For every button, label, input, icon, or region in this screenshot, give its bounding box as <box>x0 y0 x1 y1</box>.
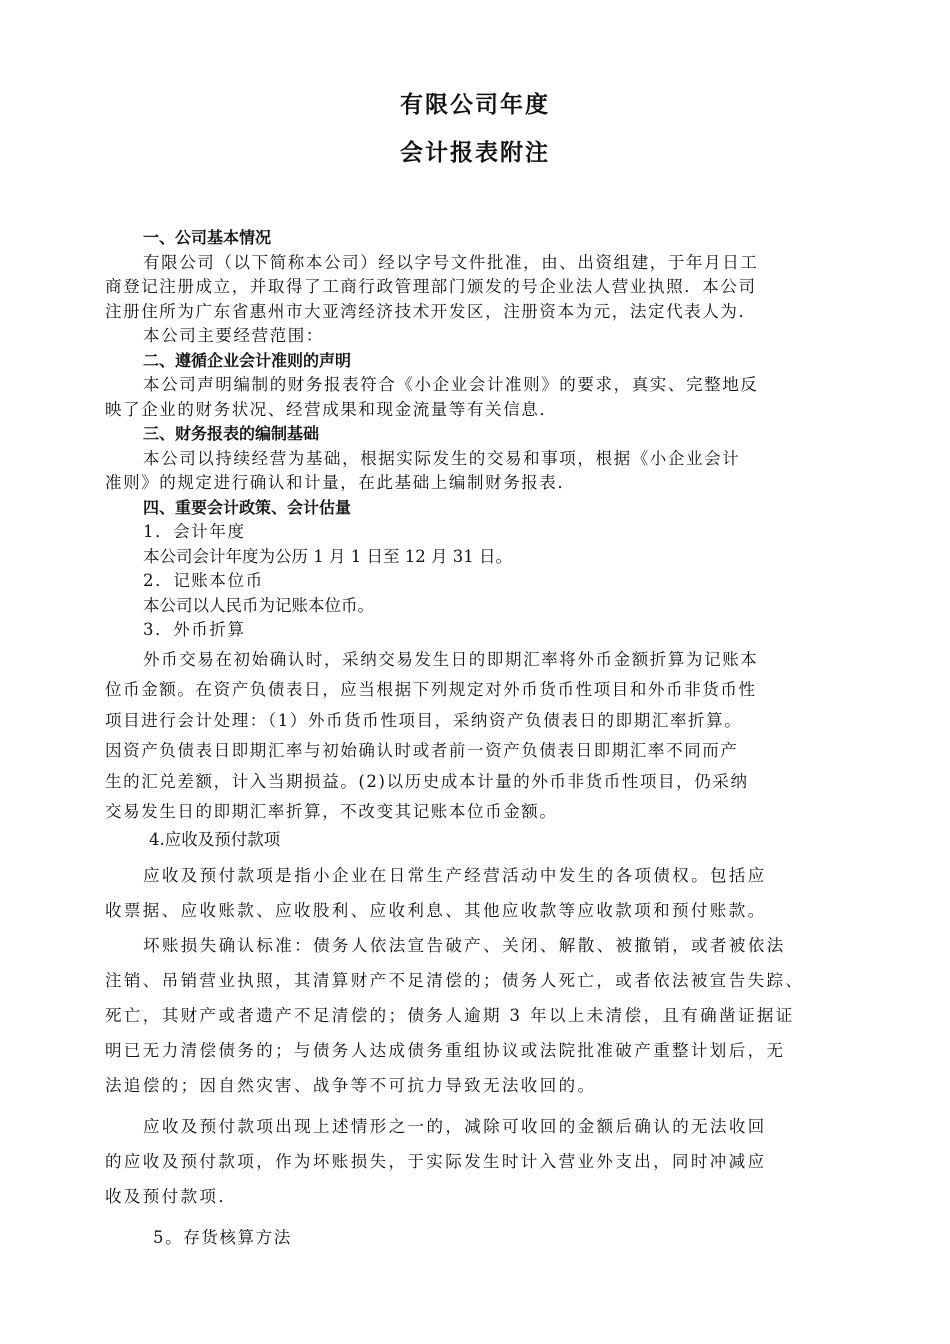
paragraph-line: 因资产负债表日即期汇率与初始确认时或者前一资产负债表日即期汇率不同而产 <box>105 741 739 760</box>
document-title-line2: 会计报表附注 <box>400 140 550 166</box>
section-heading: 二、遵循企业会计准则的声明 <box>143 350 352 370</box>
paragraph-line: 收票据、应收账款、应收股利、应收利息、其他应收款等应收款项和预付账款。 <box>105 901 767 920</box>
item-title: 4.应收及预付款项 <box>149 829 281 849</box>
paragraph-line: 有限公司（以下简称本公司）经以字号文件批准，由、出资组建，于年月日工 <box>143 252 759 272</box>
paragraph-line: 坏账损失确认标准：债务人依法宣告破产、关闭、解散、被撤销，或者被依法 <box>143 936 786 955</box>
section-heading: 三、财务报表的编制基础 <box>143 424 320 443</box>
paragraph-line: 本公司以持续经营为基础，根据实际发生的交易和事项，根据《小企业会计 <box>143 448 741 468</box>
section-heading: 四、重要会计政策、会计估量 <box>143 497 352 517</box>
item-title: 1．会计年度 <box>143 522 246 541</box>
paragraph-line: 项目进行会计处理：（1）外币货币性项目，采纳资产负债表日的即期汇率折算。 <box>105 710 743 730</box>
paragraph-line: 外币交易在初始确认时，采纳交易发生日的即期汇率将外币金额折算为记账本 <box>143 649 759 669</box>
paragraph-line: 收及预付款项． <box>105 1187 238 1206</box>
item-title: 2．记账本位币 <box>143 571 264 590</box>
paragraph-line: 的应收及预付款项，作为坏账损失，于实际发生时计入营业外支出，同时冲减应 <box>105 1152 767 1171</box>
document-title-line1: 有限公司年度 <box>400 92 550 118</box>
paragraph-line: 应收及预付款项出现上述情形之一的，减除可收回的金额后确认的无法收回 <box>143 1117 767 1136</box>
document-body <box>105 226 845 1251</box>
section-heading: 一、公司基本情况 <box>143 228 272 247</box>
paragraph-line: 交易发生日的即期汇率折算，不改变其记账本位币金额。 <box>105 802 558 821</box>
paragraph-line: 本公司以人民币为记账本位币。 <box>143 595 374 615</box>
paragraph-line: 本公司声明编制的财务报表符合《小企业会计准则》的要求，真实、完整地反 <box>143 375 759 394</box>
paragraph-line: 注册住所为广东省惠州市大亚湾经济技术开发区，注册资本为元，法定代表人为． <box>105 301 757 321</box>
paragraph-line: 商登记注册成立，并取得了工商行政管理部门颁发的号企业法人营业执照．本公司 <box>105 277 757 296</box>
paragraph-line: 注销、吊销营业执照，其清算财产不足清偿的；债务人死亡，或者依法被宣告失踪、 <box>105 971 805 990</box>
item-title: 5。存货核算方法 <box>153 1228 292 1247</box>
paragraph-line: 法追偿的；因自然灾害、战争等不可抗力导致无法收回的。 <box>105 1076 597 1095</box>
paragraph-line: 应收及预付款项是指小企业在日常生产经营活动中发生的各项债权。包括应 <box>143 866 767 885</box>
paragraph-line: 本公司会计年度为公历 1 月 1 日至 12 月 31 日。 <box>143 546 512 566</box>
paragraph-line: 死亡，其财产或者遗产不足清偿的；债务人逾期 3 年以上未清偿，且有确凿证据证 <box>105 1006 795 1025</box>
paragraph-line: 本公司主要经营范围： <box>143 326 324 345</box>
item-title: 3．外币折算 <box>143 620 246 639</box>
paragraph-line: 映了企业的财务状况、经营成果和现金流量等有关信息． <box>105 399 558 419</box>
paragraph-line: 生的汇兑差额，计入当期损益。(2)以历史成本计量的外币非货币性项目，仍采纳 <box>105 771 749 791</box>
paragraph-line: 位币金额。在资产负债表日，应当根据下列规定对外币货币性项目和外币非货币性 <box>105 680 757 699</box>
paragraph-line: 明已无力清偿债务的；与债务人达成债务重组协议或法院批准破产重整计划后，无 <box>105 1041 786 1060</box>
paragraph-line: 准则》的规定进行确认和计量，在此基础上编制财务报表． <box>105 473 576 492</box>
